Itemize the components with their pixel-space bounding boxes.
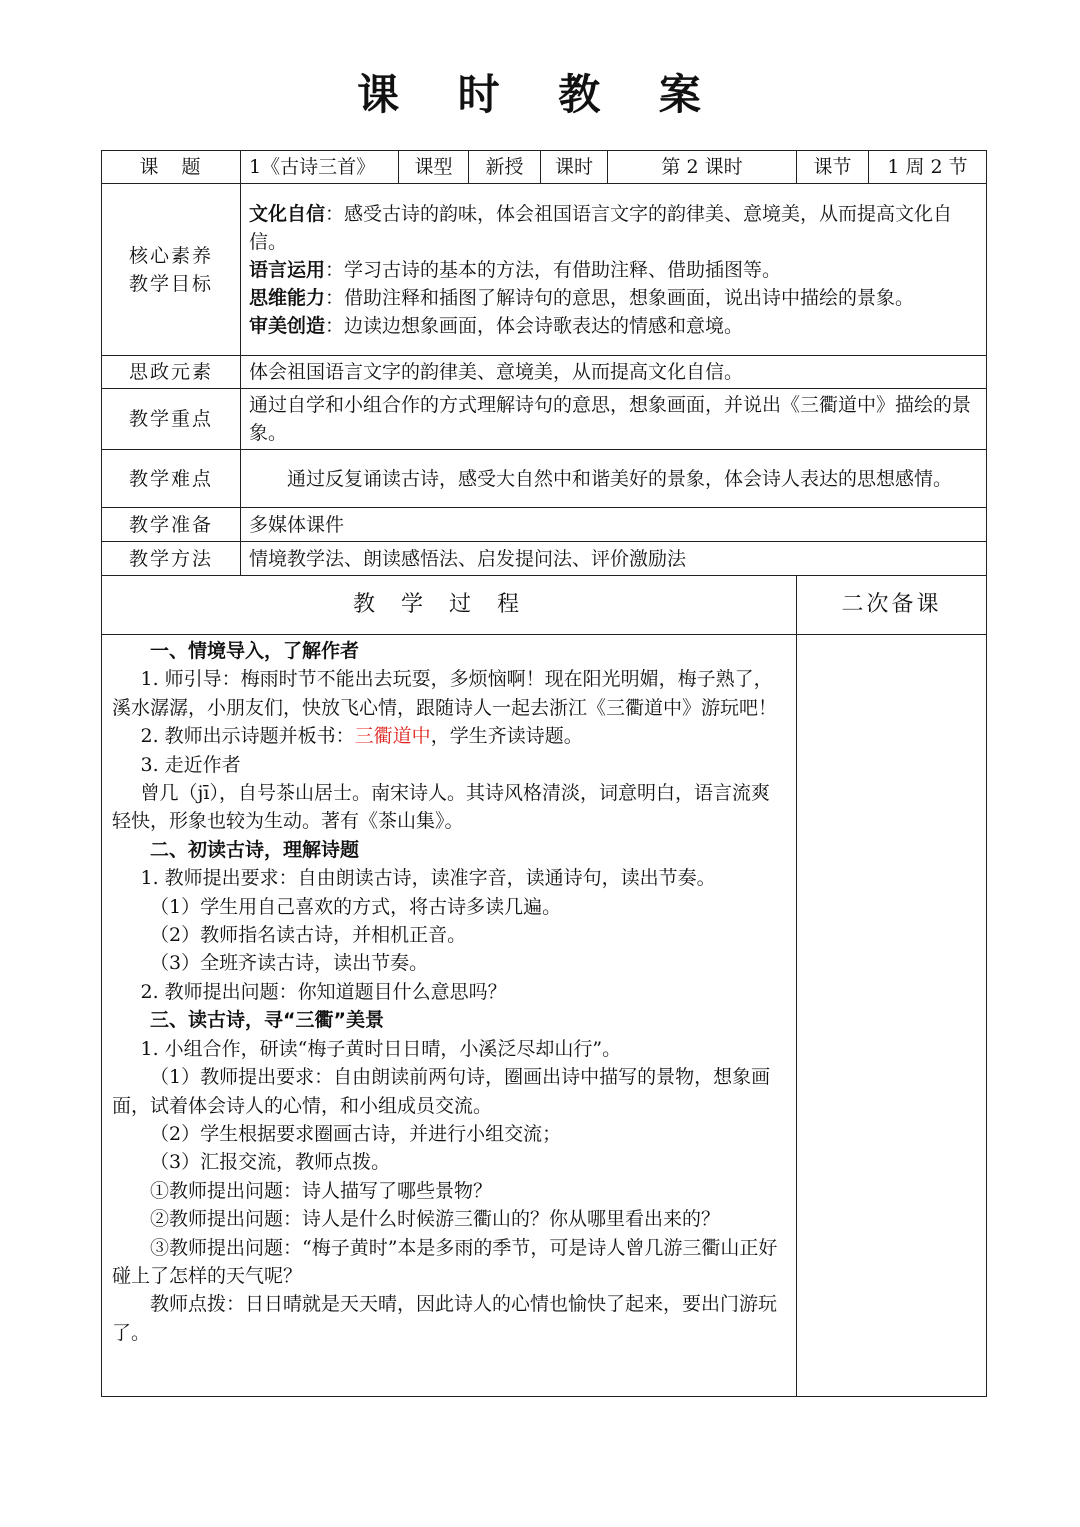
info-row <box>102 151 987 184</box>
ideology-label: 思政元素 <box>102 356 241 389</box>
paragraph: 1. 师引导：梅雨时节不能出去玩耍，多烦恼啊！现在阳光明媚，梅子熟了，溪水潺潺，小朋友们，快放飞心情，跟随诗人一起去浙江《三衢道中》游玩吧！ <box>112 668 778 719</box>
preparation-row <box>102 508 987 542</box>
core-goals-row <box>102 184 987 356</box>
paragraph: 3. 走近作者 <box>140 753 241 776</box>
paragraph: 2. 教师出示诗题并板书：三衢道中，学生齐读诗题。 <box>140 725 583 748</box>
section-heading-2: 二、初读古诗，理解诗题 <box>150 838 360 861</box>
ideology-row <box>102 356 987 389</box>
core-goals-label <box>102 184 241 356</box>
page-title: 课 时 教 案 <box>357 70 723 119</box>
second-prep-header: 二次备课 <box>797 576 987 635</box>
paragraph: （1）教师提出要求：自由朗读前两句诗，圈画出诗中描写的景物，想象画面，试着体会诗人的心情，和小组成员交流。 <box>112 1066 771 1117</box>
methods-value: 情境教学法、朗读感悟法、启发提问法、评价激励法 <box>241 542 987 576</box>
paragraph: ①教师提出问题：诗人描写了哪些景物？ <box>150 1179 493 1202</box>
preparation-label: 教学准备 <box>102 508 241 542</box>
paragraph: 教师点拨：日日晴就是天天晴，因此诗人的心情也愉快了起来，要出门游玩了。 <box>112 1293 778 1344</box>
core-label-line1: 核心素养 <box>128 244 213 267</box>
section-label: 课节 <box>797 151 869 184</box>
goal-thinking: 思维能力：借助注释和插图了解诗句的意思，想象画面，说出诗中描绘的景象。 <box>249 286 915 309</box>
hours-value: 第 2 课时 <box>608 151 797 184</box>
paragraph: 1. 小组合作，研读“梅子黄时日日晴，小溪泛尽却山行”。 <box>140 1037 622 1060</box>
key-points-row <box>102 389 987 450</box>
methods-label: 教学方法 <box>102 542 241 576</box>
paragraph: ②教师提出问题：诗人是什么时候游三衢山的？你从哪里看出来的？ <box>150 1208 721 1231</box>
core-goals-content <box>241 184 987 356</box>
section-heading-3: 三、读古诗，寻“三衢”美景 <box>150 1009 384 1032</box>
goal-language: 语言运用：学习古诗的基本的方法，有借助注释、借助插图等。 <box>249 258 782 281</box>
goal-culture: 文化自信：感受古诗的韵味，体会祖国语言文字的韵律美、意境美，从而提高文化自信。 <box>249 202 953 253</box>
difficulties-value: 通过反复诵读古诗，感受大自然中和谐美好的景象，体会诗人表达的思想感情。 <box>241 450 987 508</box>
type-label: 课型 <box>399 151 469 184</box>
highlight-title: 三衢道中 <box>354 725 431 748</box>
difficulties-label: 教学难点 <box>102 450 241 508</box>
paragraph: ③教师提出问题：“梅子黄时”本是多雨的季节，可是诗人曾几游三衢山正好碰上了怎样的天气呢？ <box>112 1236 778 1287</box>
process-header: 教学过程 <box>102 576 797 635</box>
hours-label: 课时 <box>541 151 608 184</box>
preparation-value: 多媒体课件 <box>241 508 987 542</box>
difficulties-row <box>102 450 987 508</box>
second-prep-content <box>797 635 987 1397</box>
paragraph: （3）汇报交流，教师点拨。 <box>150 1151 391 1174</box>
lesson-plan-table <box>101 150 987 1397</box>
type-value: 新授 <box>469 151 541 184</box>
process-content <box>102 635 797 1397</box>
paragraph: （3）全班齐读古诗，读出节奏。 <box>150 952 429 975</box>
paragraph: （1）学生用自己喜欢的方式，将古诗多读几遍。 <box>150 895 562 918</box>
topic-label: 课 题 <box>102 151 241 184</box>
key-points-value: 通过自学和小组合作的方式理解诗句的意思，想象画面，并说出《三衢道中》描绘的景象。 <box>241 389 987 450</box>
paragraph: 曾几（jī），自号茶山居士。南宋诗人。其诗风格清淡，词意明白，语言流爽轻快，形象也较为生动。著有《茶山集》。 <box>112 782 770 833</box>
paragraph: （2）学生根据要求圈画古诗，并进行小组交流； <box>150 1122 562 1145</box>
topic-value: 1《古诗三首》 <box>241 151 399 184</box>
methods-row <box>102 542 987 576</box>
goal-aesthetic: 审美创造：边读边想象画面，体会诗歌表达的情感和意境。 <box>249 314 744 337</box>
ideology-value: 体会祖国语言文字的韵律美、意境美，从而提高文化自信。 <box>241 356 987 389</box>
section-heading-1: 一、情境导入，了解作者 <box>150 640 360 662</box>
key-points-label: 教学重点 <box>102 389 241 450</box>
process-header-row <box>102 576 987 635</box>
paragraph: 2. 教师提出问题：你知道题目什么意思吗？ <box>140 980 507 1003</box>
paragraph: （2）教师指名读古诗，并相机正音。 <box>150 924 467 947</box>
core-label-line2: 教学目标 <box>128 272 213 295</box>
section-value: 1 周 2 节 <box>869 151 987 184</box>
paragraph: 1. 教师提出要求：自由朗读古诗，读准字音，读通诗句，读出节奏。 <box>140 867 716 890</box>
process-body-row <box>102 635 987 1397</box>
